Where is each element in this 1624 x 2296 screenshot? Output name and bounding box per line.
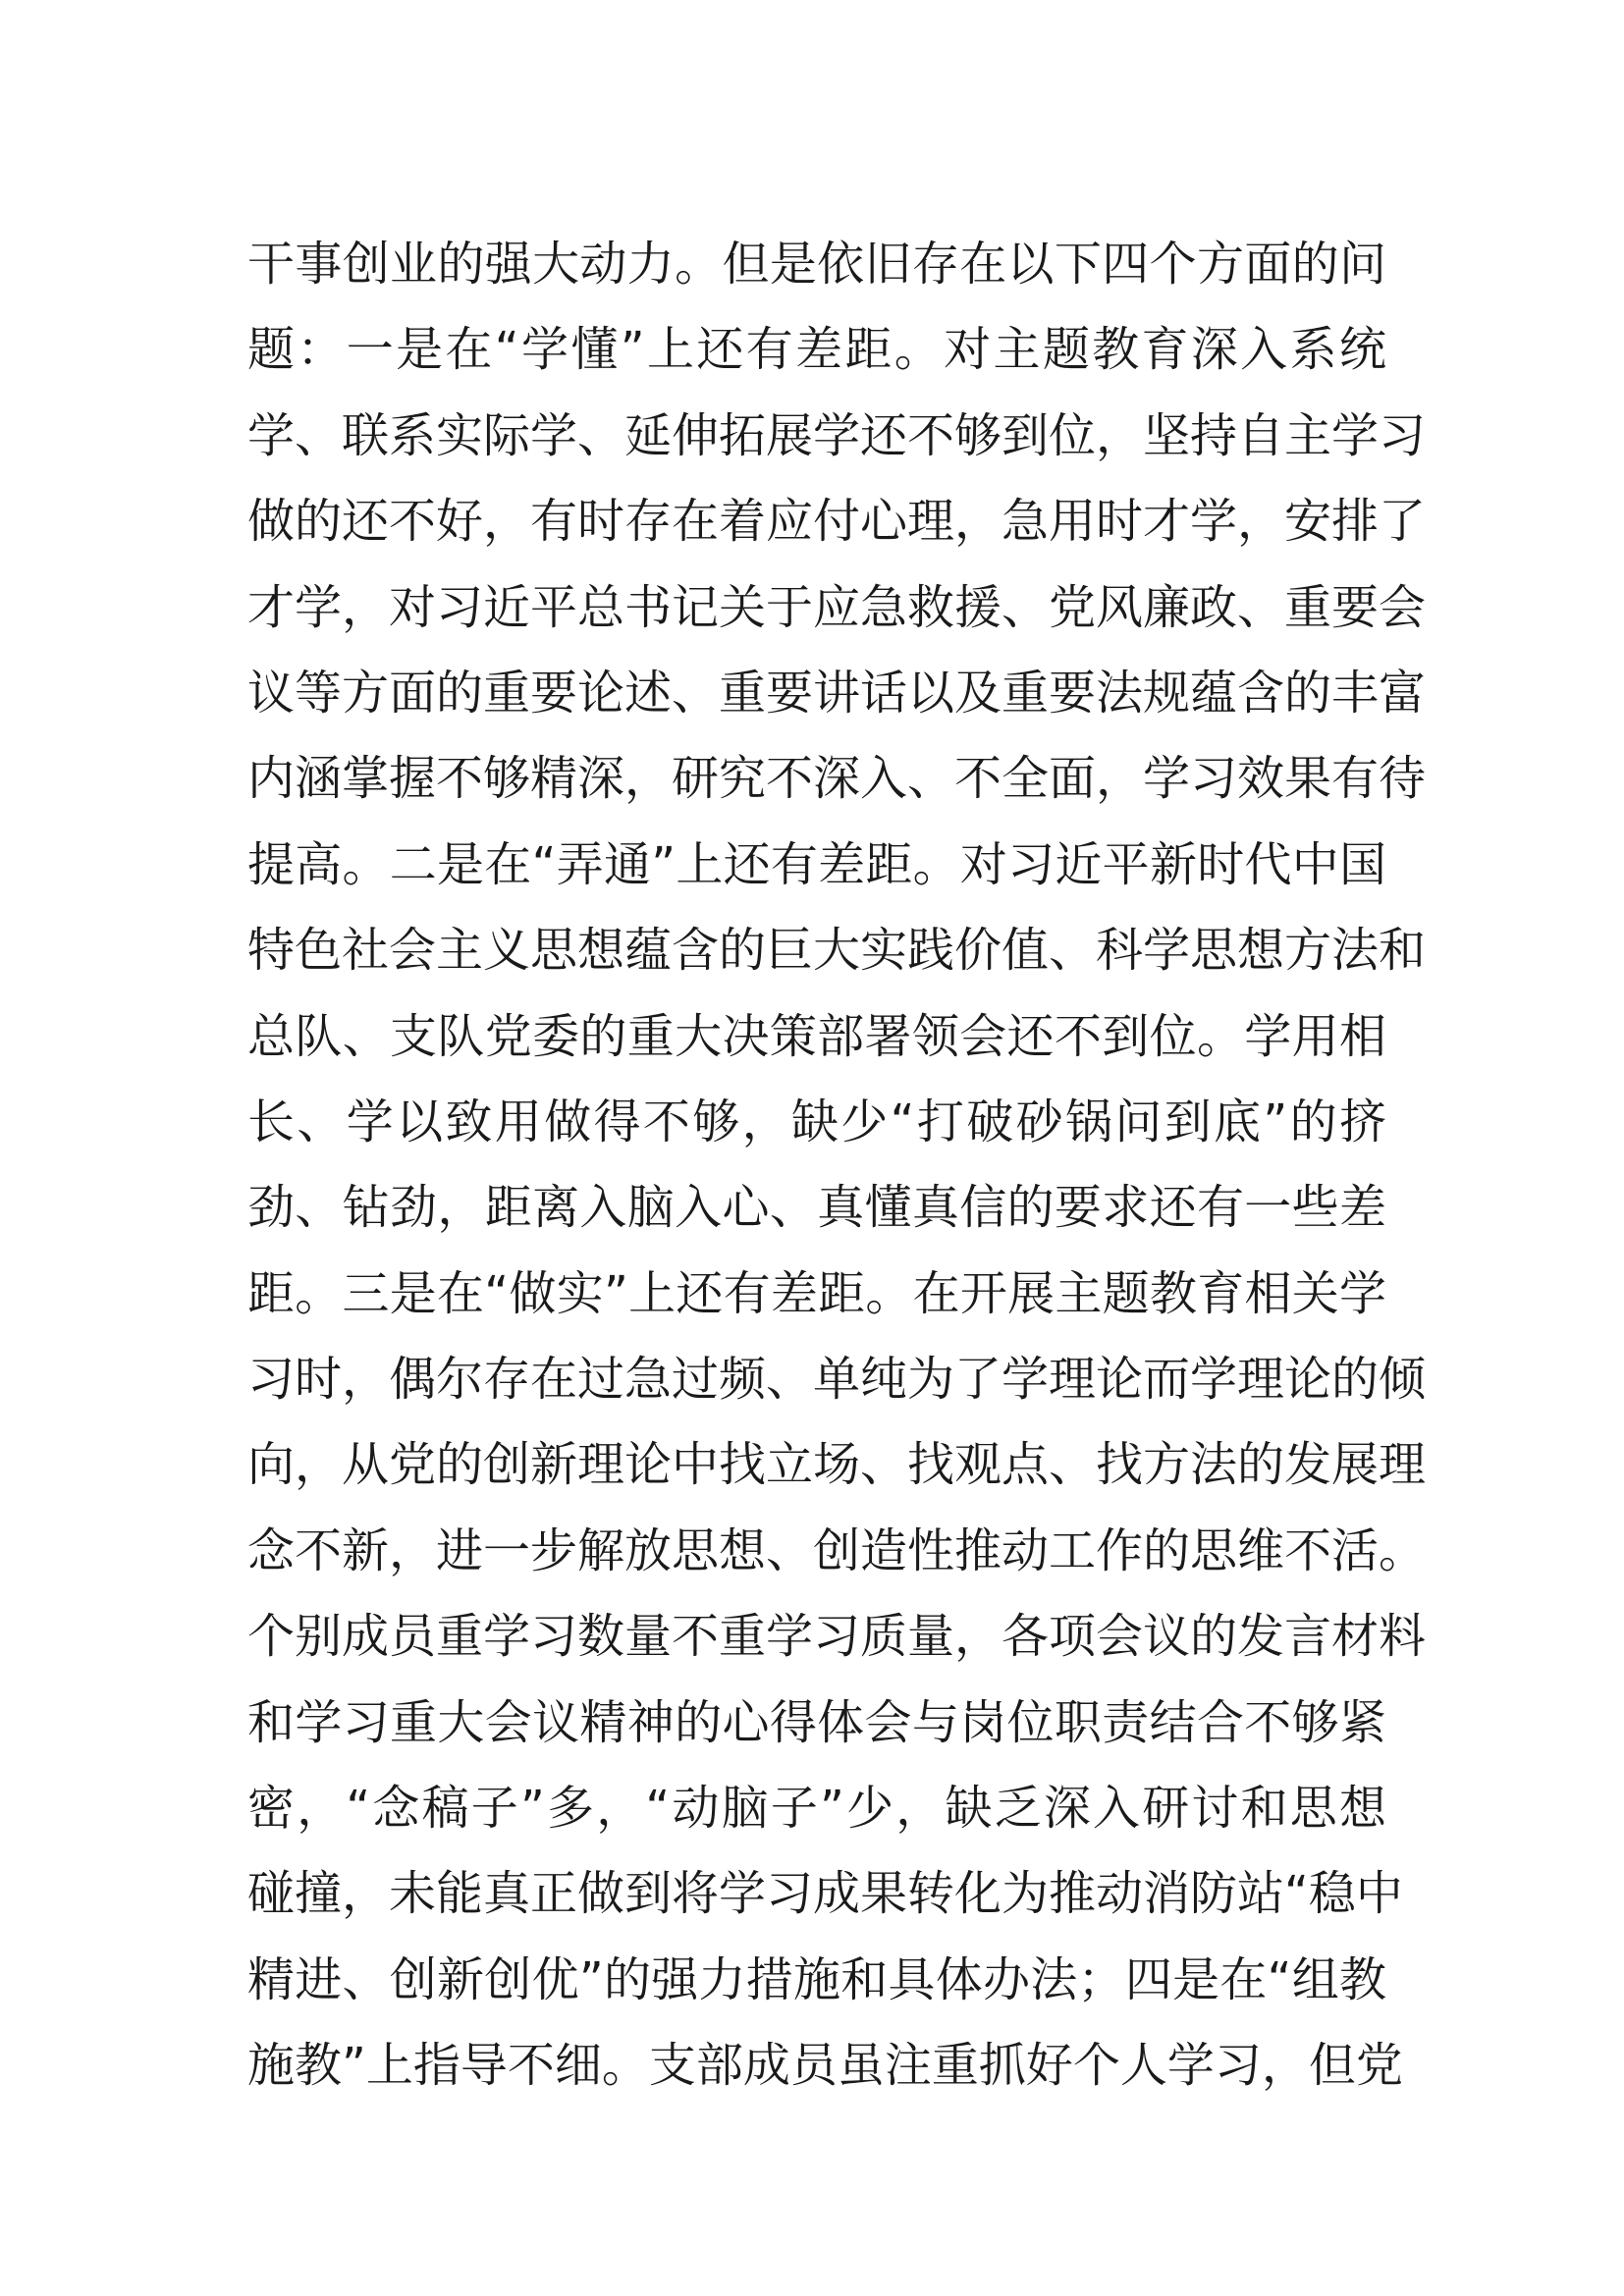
text-line-12: 劲、钻劲，距离入脑入心、真懂真信的要求还有一些差: [247, 1180, 1386, 1236]
text-line-14: 习时，偶尔存在过急过频、单纯为了学理论而学理论的倾: [247, 1352, 1427, 1408]
text-line-17: 个别成员重学习数量不重学习质量，各项会议的发言材料: [247, 1609, 1427, 1665]
text-line-20: 碰撞，未能真正做到将学习成果转化为推动消防站“稳中: [247, 1866, 1403, 1922]
text-line-10: 总队、支队党委的重大决策部署领会还不到位。学用相: [247, 1008, 1386, 1064]
text-line-19: 密，“念稿子”多，“动脑子”少，缺乏深入研讨和思想: [247, 1781, 1386, 1837]
text-line-18: 和学习重大会议精神的心得体会与岗位职责结合不够紧: [247, 1694, 1386, 1750]
body-paragraph: [247, 222, 1427, 2109]
text-line-7: 内涵掌握不够精深，研究不深入、不全面，学习效果有待: [247, 751, 1427, 807]
text-line-11: 长、学以致用做得不够，缺少“打破砂锅问到底”的挤: [247, 1094, 1386, 1149]
text-line-16: 念不新，进一步解放思想、创造性推动工作的思维不活。: [247, 1522, 1427, 1578]
text-line-4: 做的还不好，有时存在着应付心理，急用时才学，安排了: [247, 494, 1427, 550]
text-line-8: 提高。二是在“弄通”上还有差距。对习近平新时代中国: [247, 836, 1386, 892]
text-line-6: 议等方面的重要论述、重要讲话以及重要法规蕴含的丰富: [247, 665, 1427, 721]
text-line-5: 才学，对习近平总书记关于应急救援、党风廉政、重要会: [247, 579, 1427, 635]
text-line-2: 题：一是在“学懂”上还有差距。对主题教育深入系统: [247, 322, 1386, 378]
text-line-9: 特色社会主义思想蕴含的巨大实践价值、科学思想方法和: [247, 923, 1427, 979]
text-line-15: 向，从党的创新理论中找立场、找观点、找方法的发展理: [247, 1437, 1427, 1493]
text-line-13: 距。三是在“做实”上还有差距。在开展主题教育相关学: [247, 1265, 1386, 1321]
text-line-3: 学、联系实际学、延伸拓展学还不够到位，坚持自主学习: [247, 407, 1427, 463]
text-line-1: 干事创业的强大动力。但是依旧存在以下四个方面的问: [247, 237, 1386, 292]
text-line-21: 精进、创新创优”的强力措施和具体办法；四是在“组教: [247, 1951, 1386, 2007]
text-line-22: 施教”上指导不细。支部成员虽注重抓好个人学习，但党: [247, 2038, 1403, 2094]
